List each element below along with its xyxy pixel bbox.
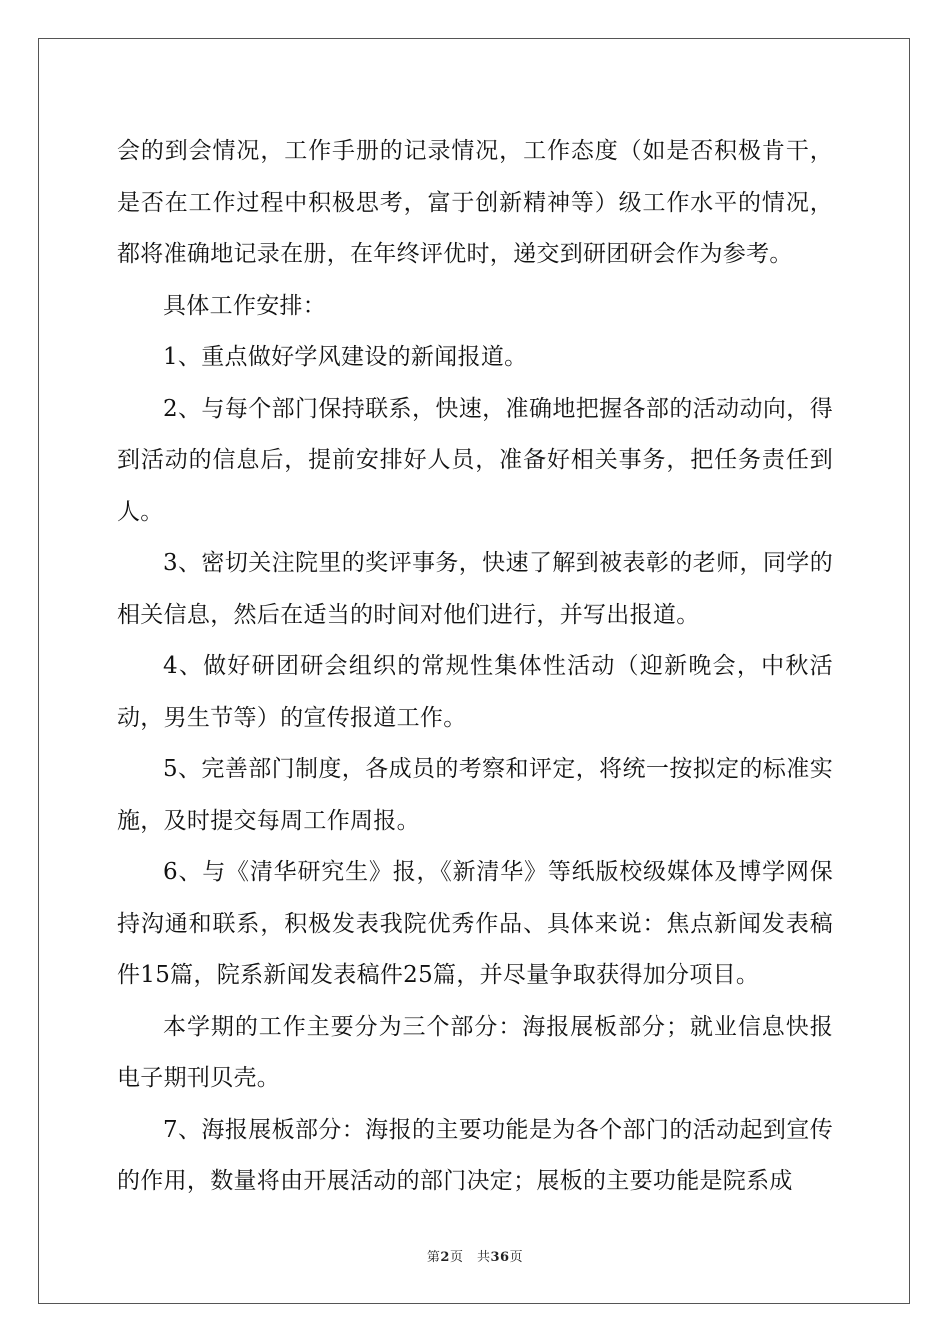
paragraph-item-2: 2、与每个部门保持联系，快速，准确地把握各部的活动动向，得到活动的信息后，提前安排好人员，准备好相关事务，把任务责任到人。 <box>117 395 833 525</box>
page-number-footer <box>0 1246 950 1265</box>
footer-current-page: 2 <box>440 1250 450 1265</box>
footer-total-pages: 36 <box>490 1250 510 1265</box>
paragraph-item-3: 3、密切关注院里的奖评事务，快速了解到被表彰的老师，同学的相关信息，然后在适当的时间对他们进行，并写出报道。 <box>117 550 833 628</box>
paragraph-continuation: 会的到会情况，工作手册的记录情况，工作态度（如是否积极肯干，是否在工作过程中积极思考，富于创新精神等）级工作水平的情况，都将准确地记录在册，在年终评优时，递交到研团研会作为参考。 <box>117 138 833 267</box>
paragraph-work-arrangement-heading: 具体工作安排： <box>163 292 327 319</box>
paragraph-item-7: 7、海报展板部分：海报的主要功能是为各个部门的活动起到宣传的作用，数量将由开展活动的部门决定；展板的主要功能是院系成 <box>117 1116 833 1194</box>
footer-prefix: 第 <box>426 1250 441 1265</box>
paragraph-item-5: 5、完善部门制度，各成员的考察和评定，将统一按拟定的标准实施，及时提交每周工作周报。 <box>117 756 833 834</box>
footer-mid: 页 共 <box>449 1250 491 1265</box>
paragraph-item-6: 6、与《清华研究生》报，《新清华》等纸版校级媒体及博学网保持沟通和联系，积极发表我院优秀作品、具体来说：焦点新闻发表稿件15篇，院系新闻发表稿件25篇，并尽量争取获得加分项目。 <box>117 859 833 988</box>
paragraph-item-1: 1、重点做好学风建设的新闻报道。 <box>163 344 528 370</box>
paragraph-semester-overview: 本学期的工作主要分为三个部分：海报展板部分；就业信息快报电子期刊贝壳。 <box>117 1013 833 1091</box>
footer-suffix: 页 <box>509 1250 524 1265</box>
document-body <box>117 126 833 1208</box>
paragraph-item-4: 4、做好研团研会组织的常规性集体性活动（迎新晚会，中秋活动，男生节等）的宣传报道工作。 <box>117 653 833 731</box>
